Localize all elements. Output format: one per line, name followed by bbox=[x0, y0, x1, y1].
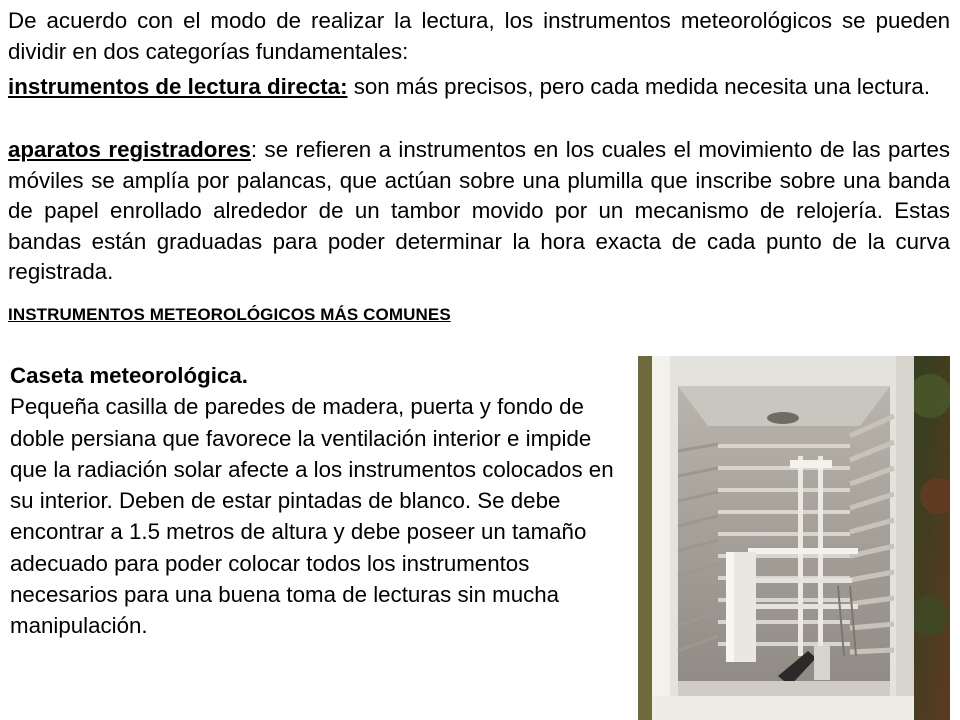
direct-reading-term: instrumentos de lectura directa bbox=[8, 74, 341, 99]
direct-reading-text: son más precisos, pero cada medida necesita una lectura. bbox=[347, 74, 931, 99]
recorders-paragraph bbox=[8, 135, 950, 288]
recorders-text: se refieren a instrumentos en los cuales el movimiento de las partes móviles se amplía por palancas, que actúan sobre una plumilla que inscribe sobre una banda de papel enrollado alrededor de un tambor movido por un mecanismo de relojería. Estas bandas están graduadas para poder determinar la hora exacta de cada punto de la curva registrada. bbox=[8, 137, 950, 284]
caseta-title: Caseta meteorológica. bbox=[10, 363, 248, 388]
caseta-description: Pequeña casilla de paredes de madera, puerta y fondo de doble persiana que favorece la ventilación interior e impide que la radiación solar afecte a los instrumentos colocados en su interior. Deben de estar pintadas de blanco. Se debe encontrar a 1.5 metros de altura y debe poseer un tamaño adecuado para poder colocar todos los instrumentos necesarios para una buena toma de lecturas sin mucha manipulación. bbox=[10, 394, 614, 639]
weather-shelter-photo bbox=[638, 356, 950, 720]
intro-paragraph: De acuerdo con el modo de realizar la lectura, los instrumentos meteorológicos se pueden dividir en dos categorías fundamentales: bbox=[8, 8, 950, 64]
recorders-colon: : bbox=[250, 137, 258, 162]
caseta-section bbox=[10, 360, 630, 642]
recorders-term: aparatos registradores bbox=[8, 137, 251, 162]
direct-reading-paragraph bbox=[8, 72, 950, 103]
section-heading: INSTRUMENTOS METEOROLÓGICOS MÁS COMUNES bbox=[8, 305, 451, 324]
direct-reading-colon: : bbox=[340, 74, 348, 99]
